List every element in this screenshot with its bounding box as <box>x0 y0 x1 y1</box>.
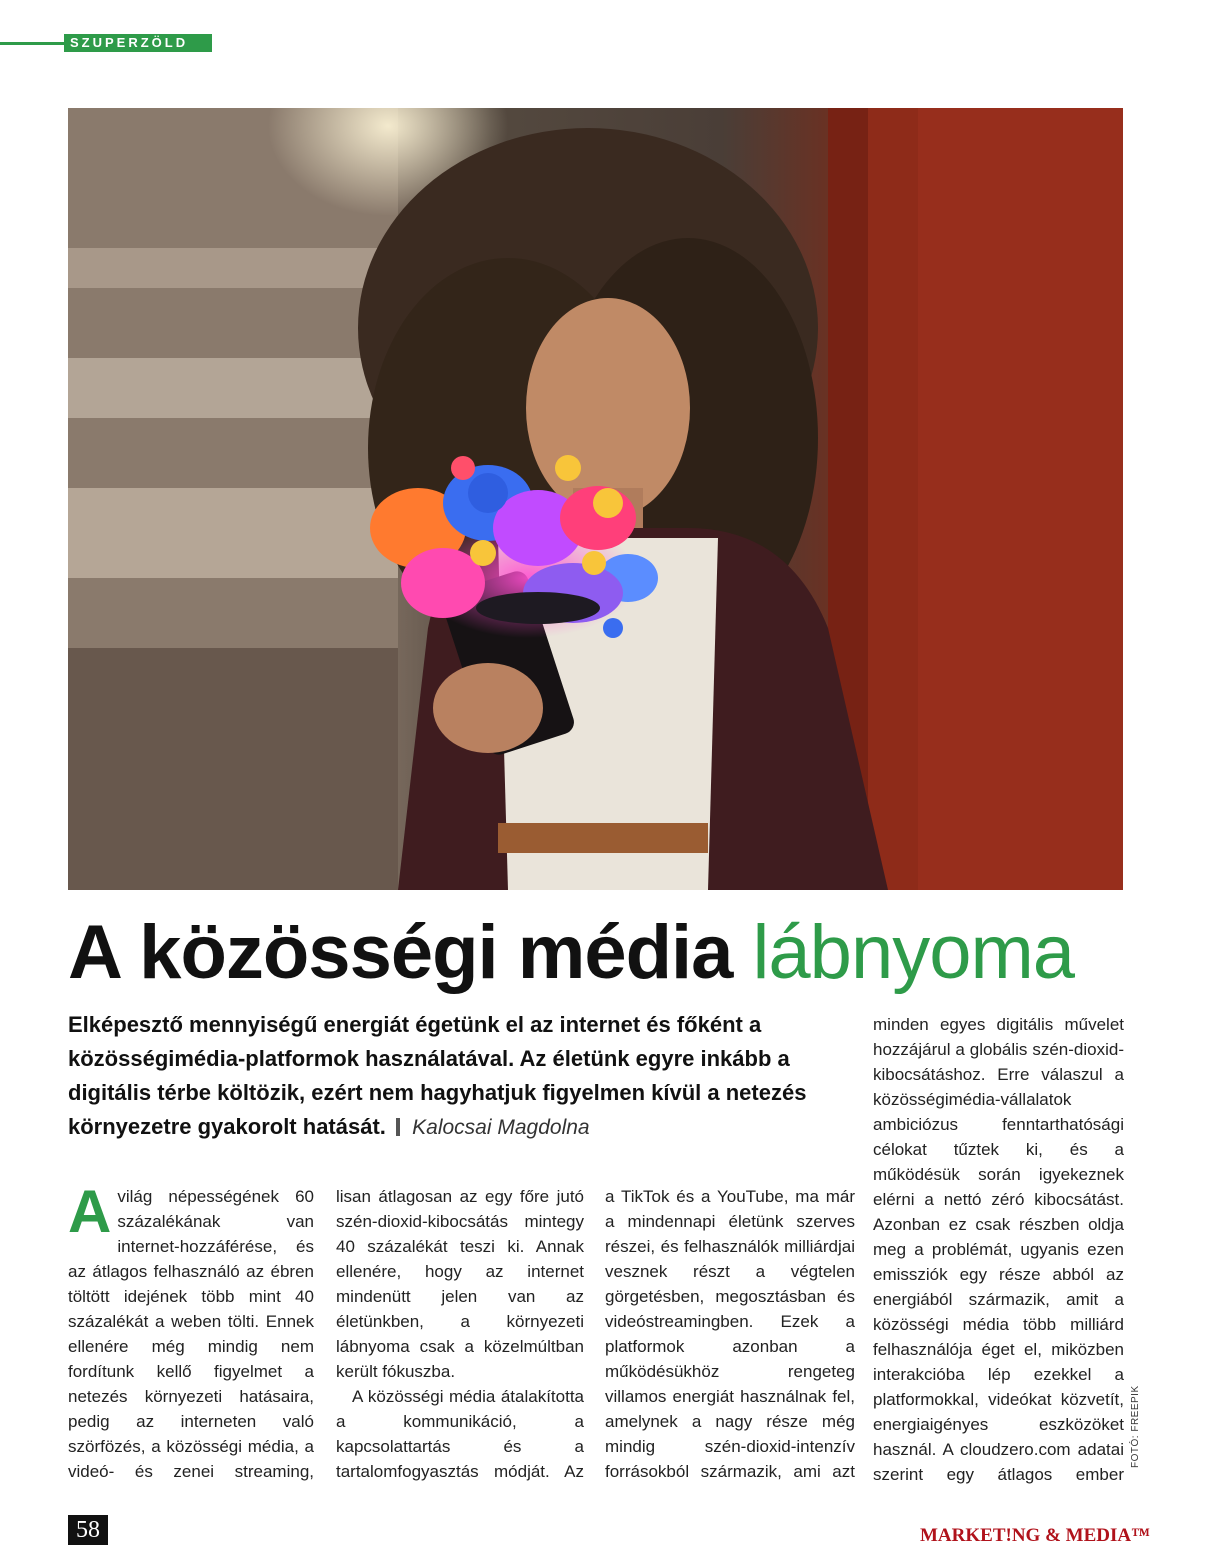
body-column-1 <box>68 1184 314 1484</box>
section-header <box>0 34 213 52</box>
lead-text: Elképesztő mennyiségű energiát égetünk el az internet és főként a közösségimédia-platformok használatával. Az életünk egyre inkább a digitális térbe költözik, ezért nem hagyhatjuk figyelmen kívül a netezés környezetre gyakorolt hatását. <box>68 1012 807 1139</box>
magazine-logo: MARKET!NG & MEDIA™ <box>920 1525 1151 1546</box>
hero-photo <box>68 108 1123 890</box>
photo-credit: FOTÓ: FREEPIK <box>1130 1385 1141 1468</box>
column-2-paragraph-1: lisan átlagosan az egy főre jutó szén-dioxid-kibocsátás mintegy 40 százalékát teszi ki. Annak ellenére, hogy az internet mindenütt jelen van az életünkben, a környezeti lábnyoma csak a közelmúltban került fókuszba. <box>336 1187 584 1381</box>
page-number: 58 <box>68 1515 108 1545</box>
article-lead <box>68 1008 838 1145</box>
body-column-3 <box>605 1184 855 1484</box>
column-3-text: a TikTok és a YouTube, ma már a mindennapi életünk szerves részei, és felhasználók milliárdjai vesznek részt a végtelen görgetésben, megosztásban és videóstreamingben. Ezek a platformok azonban a működésükhöz rengeteg villamos energiát használnak fel, amelynek a nagy része még mindig szén-dioxid-intenzív forrásokból származik, ami azt <box>605 1187 855 1481</box>
body-column-4 <box>873 1012 1124 1484</box>
body-column-2 <box>336 1184 584 1484</box>
title-bold: A közösségi média <box>68 910 733 995</box>
author-name: Kalocsai Magdolna <box>412 1116 590 1139</box>
section-rule <box>0 42 64 45</box>
column-1-text: világ népességének 60 százalékának van internet-hozzáférése, és az átlagos felhasználó az ébren töltött idejének több mint 40 százalékát a weben tölti. Ennek ellenére még mindig nem fordítunk kellő figyelmet a netezés környezeti hatásaira, pedig az interneten való szörfözés, a közösségi média, a videó- és zenei streaming, <box>68 1187 314 1481</box>
dropcap: A <box>68 1184 112 1245</box>
column-2-paragraph-2: A közösségi média átalakította a kommunikáció, a kapcsolattartás és a tartalomfogyasztás módját. Az <box>336 1387 584 1481</box>
hero-illustration <box>68 108 1123 890</box>
section-label: SZUPERZÖLD <box>64 34 212 52</box>
title-accent: lábnyoma <box>752 910 1075 995</box>
article-title <box>68 908 1128 998</box>
author-separator <box>396 1118 400 1136</box>
column-4-text: minden egyes digitális művelet hozzájárul a globális szén-dioxid-kibocsátáshoz. Erre válaszul a közösségimédia-vállalatok ambiciózus fenntarthatósági célokat tűztek ki, és a működésük során igyekeznek elérni a nettó zéró kibocsátást. Azonban ez csak részben oldja meg a problémát, ugyanis ezen emissziók egy része abból az energiából származik, amit a közösségi média több milliárd felhasználója éget el, miközben interakcióba lép ezekkel a platformokkal, videókat közvetít, energiaigényes eszközöket használ. A cloudzero.com adatai szerint egy átlagos ember <box>873 1015 1124 1484</box>
